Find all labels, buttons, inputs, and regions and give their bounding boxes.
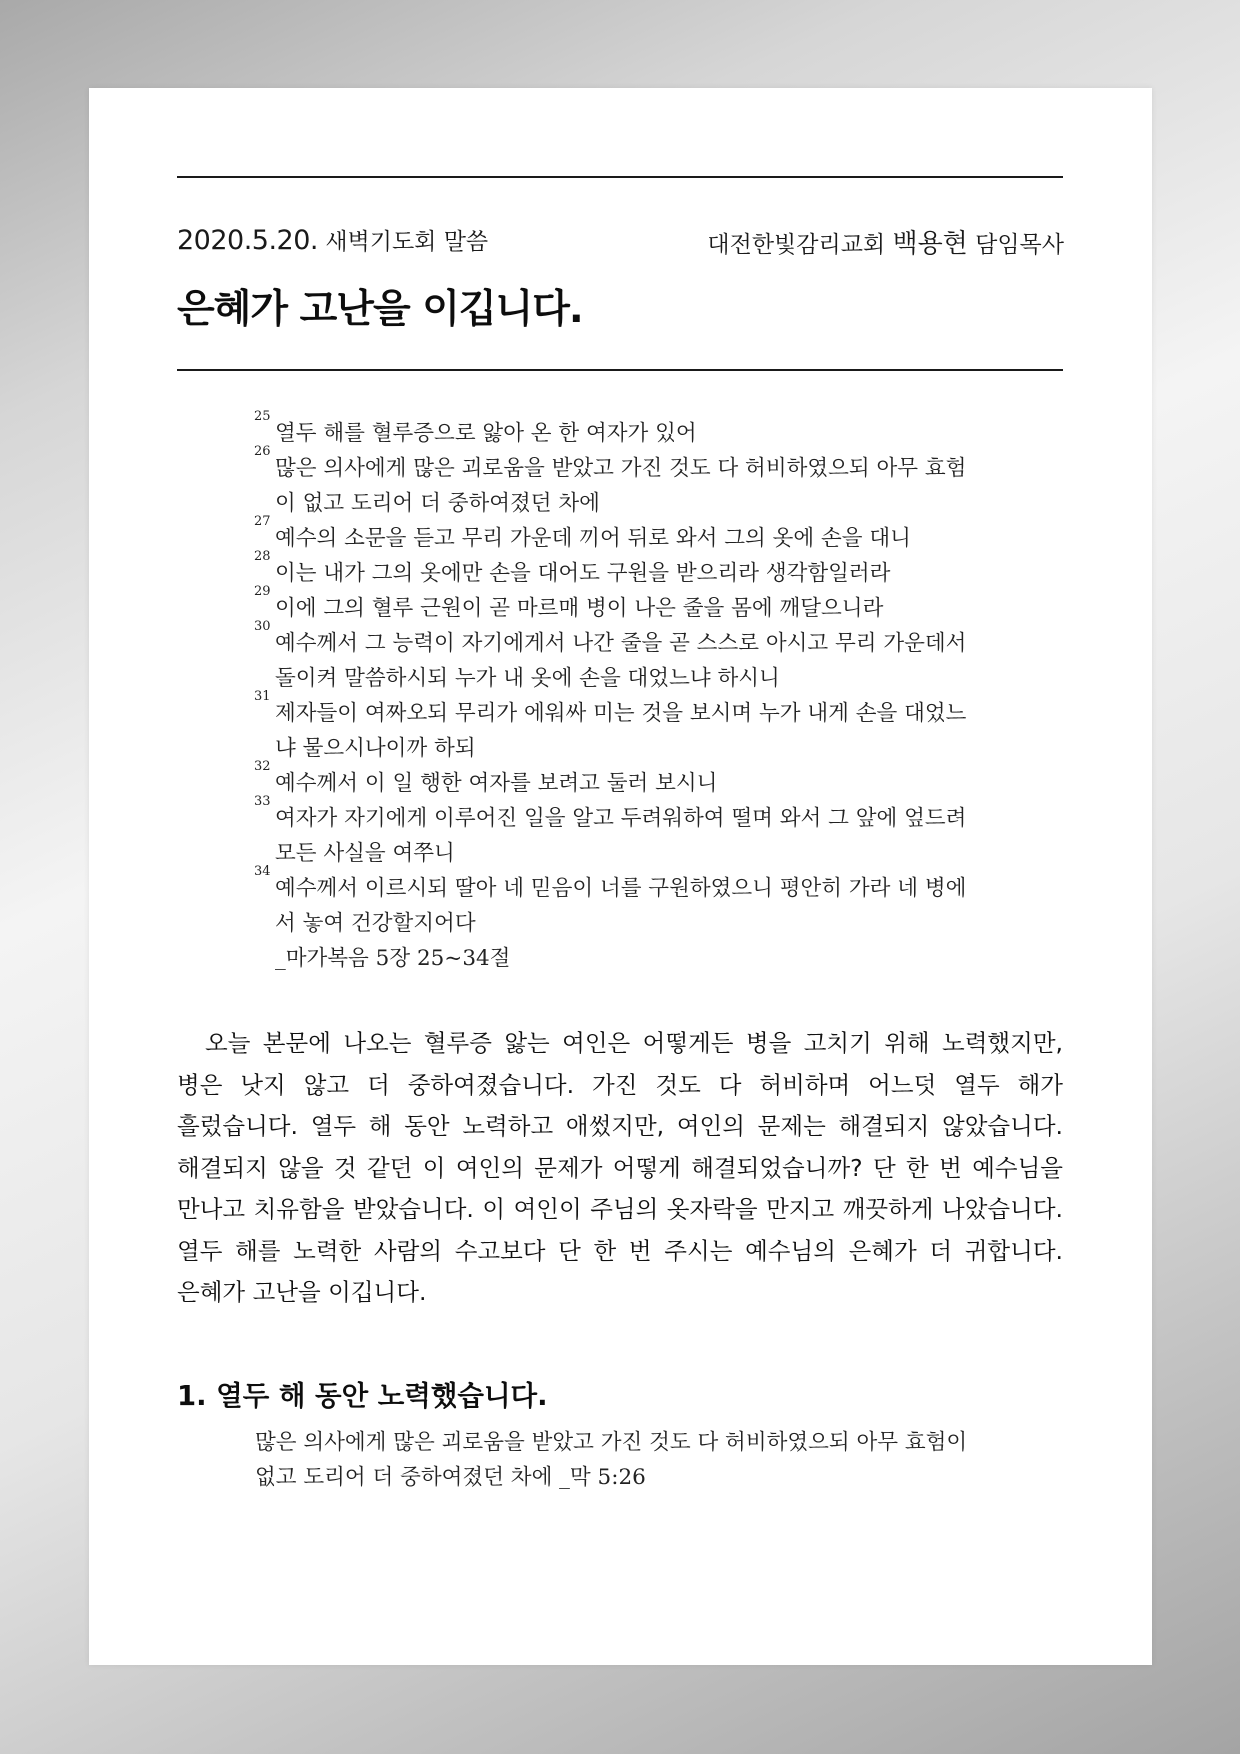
verse-number: 27	[254, 514, 271, 529]
verse-text: 예수께서 그 능력이 자기에게서 나간 줄을 곧 스스로 아시고 무리 가운데서 돌이켜 말씀하시되 누가 내 옷에 손을 대었느냐 하시니	[275, 631, 967, 691]
verse-number: 34	[254, 864, 271, 879]
verse	[254, 864, 986, 941]
verse	[254, 514, 986, 556]
verse	[254, 444, 986, 521]
verse	[254, 584, 986, 626]
verse-number: 26	[254, 444, 271, 459]
sermon-date: 2020.5.20.	[177, 225, 318, 256]
verse-number: 29	[254, 584, 271, 599]
verse-text: 여자가 자기에게 이루어진 일을 알고 두려워하여 떨며 와서 그 앞에 엎드려 모든 사실을 여쭈니	[275, 806, 967, 866]
verse-number: 28	[254, 549, 271, 564]
top-divider	[177, 176, 1063, 178]
verse-text: 많은 의사에게 많은 괴로움을 받았고 가진 것도 다 허비하였으되 아무 효험이 없고 도리어 더 중하여졌던 차에	[275, 456, 967, 516]
verse	[254, 549, 986, 591]
verse	[254, 759, 986, 801]
verse-text: 이는 내가 그의 옷에만 손을 대어도 구원을 받으리라 생각함일러라	[275, 561, 891, 586]
verse-number: 30	[254, 619, 271, 634]
verse-text: 제자들이 여짜오되 무리가 에워싸 미는 것을 보시며 누가 내게 손을 대었느냐 물으시나이까 하되	[275, 701, 967, 761]
pastor-info	[707, 223, 1064, 260]
scripture-passage	[254, 409, 986, 976]
verse	[254, 689, 986, 766]
intro-paragraph: 오늘 본문에 나오는 혈루증 앓는 여인은 어떻게든 병을 고치기 위해 노력했지만, 병은 낫지 않고 더 중하여졌습니다. 가진 것도 다 허비하며 어느덧 열두 해가 흘렀습니다. 열두 해 동안 노력하고 애썼지만, 여인의 문제는 해결되지 않았습니다. 해결되지 않을 것 같던 이 여인의 문제가 어떻게 해결되었습니까? 단 한 번 예수님을 만나고 치유함을 받았습니다. 이 여인이 주님의 옷자락을 만지고 깨끗하게 나았습니다. 열두 해를 노력한 사람의 수고보다 단 한 번 주시는 예수님의 은혜가 더 귀합니다. 은혜가 고난을 이깁니다.	[177, 1029, 1063, 1306]
title-divider	[177, 369, 1063, 371]
sermon-meta	[177, 223, 488, 256]
verse-number: 32	[254, 759, 271, 774]
section-heading: 1. 열두 해 동안 노력했습니다.	[177, 1380, 548, 1412]
verse-text: 예수께서 이르시되 딸아 네 믿음이 너를 구원하였으니 평안히 가라 네 병에서 놓여 건강할지어다	[275, 876, 967, 936]
pastor-title: 담임목사	[975, 232, 1064, 258]
document-page	[89, 88, 1152, 1665]
section-quote: 많은 의사에게 많은 괴로움을 받았고 가진 것도 다 허비하였으되 아무 효험이 없고 도리어 더 중하여졌던 차에 _막 5:26	[255, 1430, 968, 1490]
verse-text: 예수의 소문을 듣고 무리 가운데 끼어 뒤로 와서 그의 옷에 손을 대니	[275, 526, 911, 551]
verse-text: 예수께서 이 일 행한 여자를 보려고 둘러 보시니	[275, 771, 718, 796]
verse-number: 33	[254, 794, 271, 809]
service-name: 새벽기도회 말씀	[325, 229, 489, 255]
pastor-name: 백용현	[892, 229, 968, 259]
verse	[254, 409, 986, 451]
scripture-reference: _마가복음 5장 25~34절	[275, 946, 511, 971]
verse-number: 31	[254, 689, 271, 704]
verse-text: 이에 그의 혈루 근원이 곧 마르매 병이 나은 줄을 몸에 깨달으니라	[275, 596, 884, 621]
verse	[254, 619, 986, 696]
verse-text: 열두 해를 혈루증으로 앓아 온 한 여자가 있어	[275, 421, 697, 446]
sermon-title: 은혜가 고난을 이깁니다.	[177, 287, 583, 332]
verse-number: 25	[254, 409, 271, 424]
verse	[254, 794, 986, 871]
church-name: 대전한빛감리교회	[707, 232, 886, 258]
